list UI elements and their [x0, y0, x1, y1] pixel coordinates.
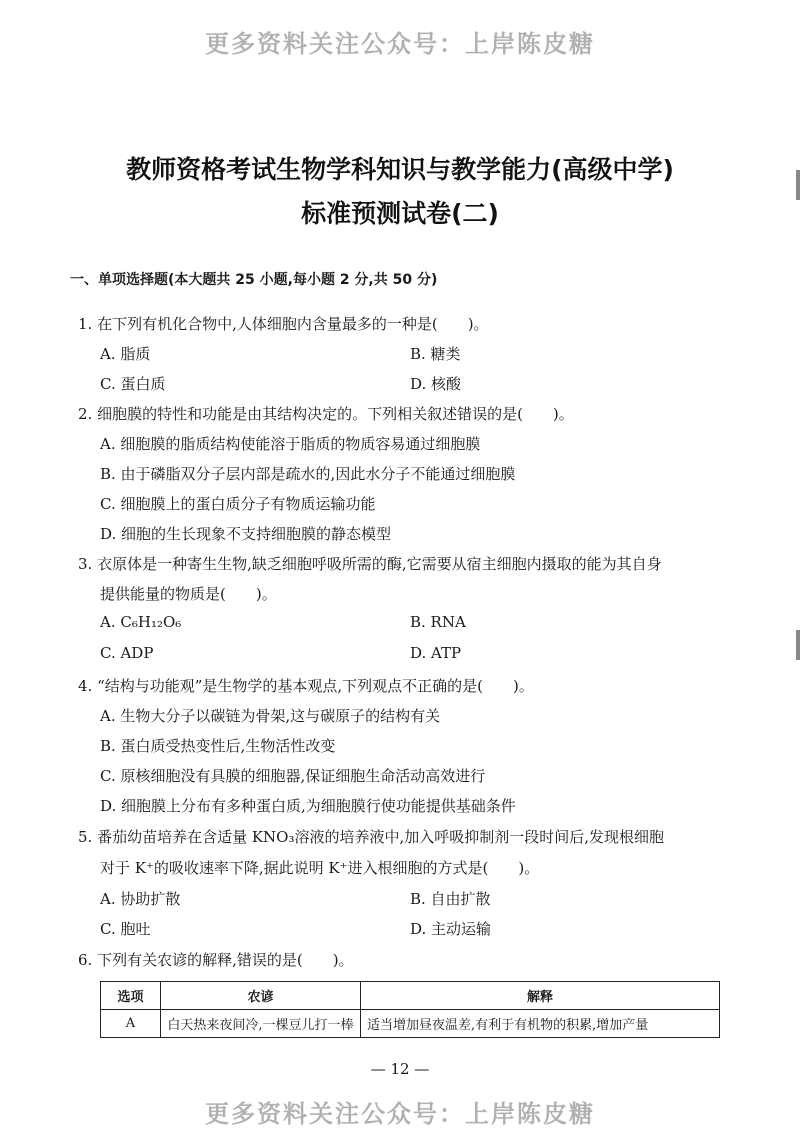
question-5-stem: 5. 番茄幼苗培养在含适量 KNO₃溶液的培养液中,加入呼吸抑制剂一段时间后,发现根细胞 [78, 828, 665, 846]
table-header: 农谚 [161, 982, 361, 1010]
question-2-option-b: B. 由于磷脂双分子层内部是疏水的,因此水分子不能通过细胞膜 [100, 465, 516, 483]
question-5-option-d: D. 主动运输 [410, 920, 492, 938]
table-cell: 白天热来夜间冷,一棵豆儿打一棒 [161, 1010, 361, 1038]
question-6-stem: 6. 下列有关农谚的解释,错误的是( )。 [78, 951, 354, 969]
table-header: 解释 [361, 982, 720, 1010]
table-header: 选项 [101, 982, 161, 1010]
question-5-option-b: B. 自由扩散 [410, 890, 491, 908]
table-cell: 适当增加昼夜温差,有利于有机物的积累,增加产量 [361, 1010, 720, 1038]
page-number: — 12 — [370, 1060, 430, 1078]
question-3-option-c: C. ADP [100, 644, 154, 662]
question-3-stem-cont: 提供能量的物质是( )。 [100, 585, 277, 603]
question-5-stem-cont: 对于 K⁺的吸收速率下降,据此说明 K⁺进入根细胞的方式是( )。 [100, 859, 540, 877]
question-3-option-a: A. C₆H₁₂O₆ [100, 613, 182, 631]
section-heading: 一、单项选择题(本大题共 25 小题,每小题 2 分,共 50 分) [70, 272, 438, 288]
scan-edge-mark [796, 170, 800, 200]
table-cell: A [101, 1010, 161, 1038]
question-3-option-b: B. RNA [410, 613, 466, 631]
question-4-option-a: A. 生物大分子以碳链为骨架,这与碳原子的结构有关 [100, 707, 441, 725]
question-1-option-b: B. 糖类 [410, 345, 461, 363]
question-1-option-a: A. 脂质 [100, 345, 151, 363]
question-2-option-a: A. 细胞膜的脂质结构使能溶于脂质的物质容易通过细胞膜 [100, 435, 481, 453]
question-2-option-d: D. 细胞的生长现象不支持细胞膜的静态模型 [100, 525, 392, 543]
question-4-option-c: C. 原核细胞没有具膜的细胞器,保证细胞生命活动高效进行 [100, 767, 486, 785]
question-4-option-b: B. 蛋白质受热变性后,生物活性改变 [100, 737, 336, 755]
question-2-option-c: C. 细胞膜上的蛋白质分子有物质运输功能 [100, 495, 376, 513]
table-header-row [101, 982, 720, 1010]
question-1-option-c: C. 蛋白质 [100, 375, 166, 393]
proverb-table [100, 981, 720, 1038]
question-1-stem: 1. 在下列有机化合物中,人体细胞内含量最多的一种是( )。 [78, 315, 489, 333]
table-row [101, 1010, 720, 1038]
watermark-bottom: 更多资料关注公众号：上岸陈皮糖 [205, 1100, 595, 1128]
question-2-stem: 2. 细胞膜的特性和功能是由其结构决定的。下列相关叙述错误的是( )。 [78, 405, 574, 423]
question-5-option-c: C. 胞吐 [100, 920, 151, 938]
question-4-option-d: D. 细胞膜上分布有多种蛋白质,为细胞膜行使功能提供基础条件 [100, 797, 516, 815]
question-3-stem: 3. 衣原体是一种寄生生物,缺乏细胞呼吸所需的酶,它需要从宿主细胞内摄取的能为其自身 [78, 555, 662, 573]
page-title: 教师资格考试生物学科知识与教学能力(高级中学) [126, 155, 674, 184]
question-4-stem: 4. “结构与功能观”是生物学的基本观点,下列观点不正确的是( )。 [78, 677, 534, 695]
page-subtitle: 标准预测试卷(二) [301, 199, 499, 228]
scan-edge-mark [796, 630, 800, 660]
watermark-top: 更多资料关注公众号：上岸陈皮糖 [205, 30, 595, 58]
question-1-option-d: D. 核酸 [410, 375, 462, 393]
question-3-option-d: D. ATP [410, 644, 462, 662]
question-5-option-a: A. 协助扩散 [100, 890, 181, 908]
